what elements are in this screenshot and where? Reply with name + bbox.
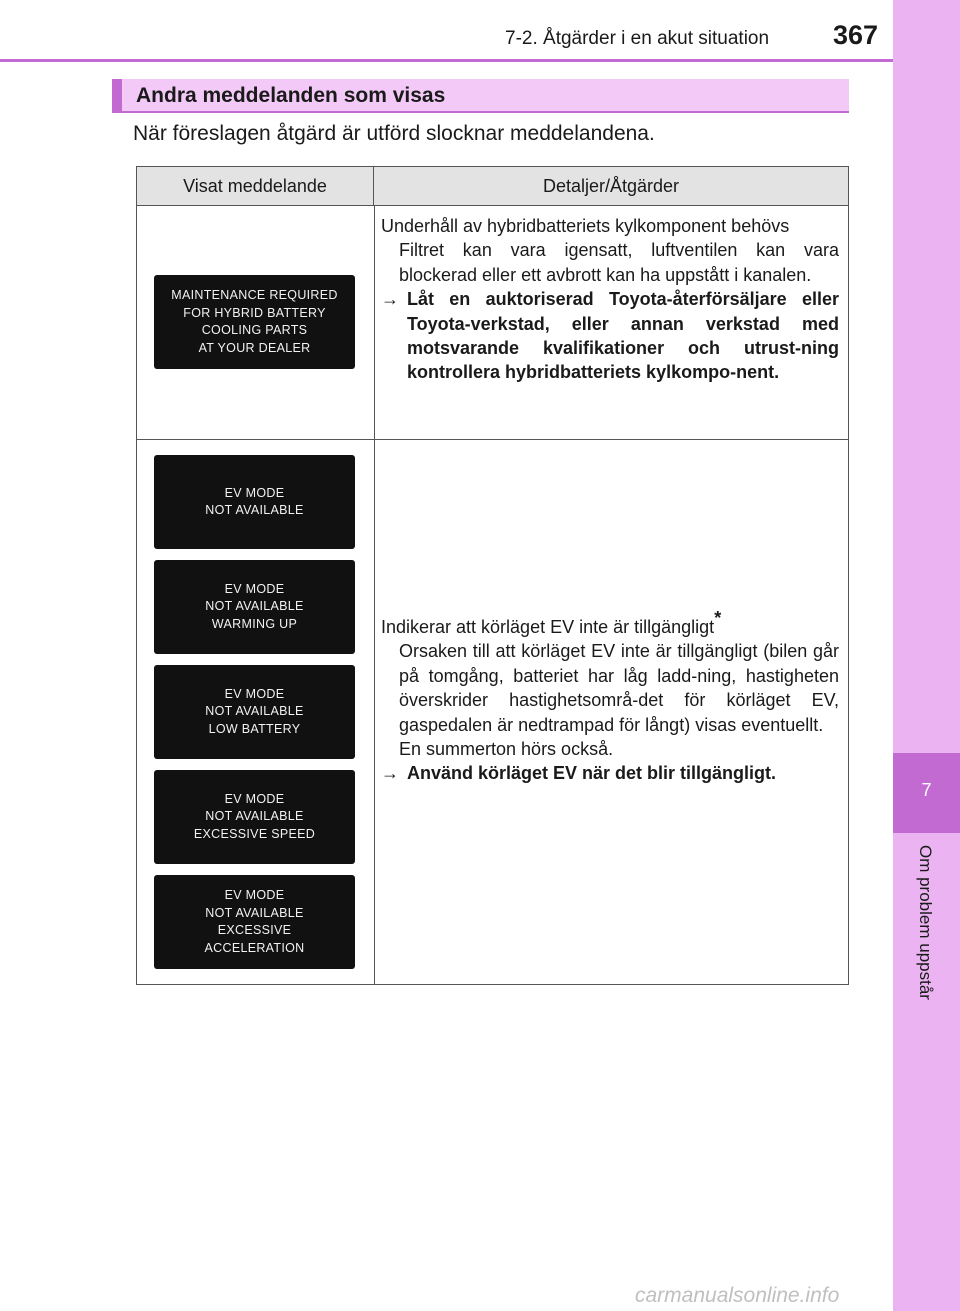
detail-text: En summerton hörs också.	[399, 739, 614, 760]
display-line: FOR HYBRID BATTERY	[183, 305, 326, 320]
display-line: EXCESSIVE SPEED	[193, 826, 316, 841]
detail-lead: Underhåll av hybridbatteriets kylkomponent behövs	[381, 216, 790, 236]
chapter-number: 7	[921, 780, 932, 800]
detail-text: Filtret kan vara igensatt, luftventilen kan vara blockerad eller ett avbrott kan ha uppstått i kanalen.	[399, 240, 839, 285]
detail-maintenance	[381, 214, 839, 385]
display-message-ev-low-battery	[154, 665, 355, 759]
detail-lead	[381, 608, 839, 639]
display-line: NOT AVAILABLE	[205, 809, 304, 824]
column-divider	[374, 206, 375, 985]
page-number: 367	[833, 20, 879, 50]
display-line: COOLING PARTS	[201, 323, 308, 337]
section-heading	[112, 79, 849, 113]
display-line: EV MODE	[224, 686, 285, 701]
column-header-details: Detaljer/Åtgärder	[374, 167, 848, 206]
column-header-message: Visat meddelande	[137, 167, 374, 206]
arrow-right-icon: →	[381, 763, 399, 784]
display-line: MAINTENANCE REQUIRED	[171, 288, 338, 302]
display-line: LOW BATTERY	[208, 721, 301, 736]
display-message-ev-excessive-acceleration	[154, 875, 355, 969]
arrow-right-icon: →	[381, 289, 399, 310]
display-line: AT YOUR DEALER	[198, 340, 311, 355]
header-rule	[0, 59, 893, 62]
detail-action-text: Använd körläget EV när det blir tillgängligt.	[407, 763, 777, 784]
display-message-maintenance	[154, 275, 355, 369]
detail-ev-mode	[381, 608, 839, 786]
detail-text: Orsaken till att körläget EV inte är tillgängligt (bilen går på tomgång, batteriet har låg ladd-ning, hastigheten överskrider hastighetsområ-det för körläget EV, gaspedalen är nedtrampad för långt) visas eventuellt.	[399, 641, 839, 735]
display-line: NOT AVAILABLE	[205, 905, 304, 920]
display-line: WARMING UP	[211, 616, 298, 631]
section-heading-text: Andra meddelanden som visas	[136, 84, 446, 107]
section-reference: 7-2. Åtgärder i en akut situation	[505, 28, 770, 49]
row-divider	[137, 439, 848, 440]
intro-text: När föreslagen åtgärd är utförd slocknar meddelandena.	[133, 122, 655, 145]
message-table	[136, 166, 849, 985]
display-line: EXCESSIVE	[217, 923, 292, 937]
detail-lead-text: Indikerar att körläget EV inte är tillgängligt	[381, 617, 715, 637]
chapter-side-tab	[893, 0, 960, 1311]
display-line: EV MODE	[224, 888, 285, 902]
display-message-ev-warming-up	[154, 560, 355, 654]
chapter-title: Om problem uppstår	[916, 845, 935, 1000]
display-line: NOT AVAILABLE	[205, 503, 304, 517]
display-message-ev-excessive-speed	[154, 770, 355, 864]
display-line: EV MODE	[224, 581, 285, 596]
display-line: EV MODE	[224, 485, 285, 500]
display-line: ACCELERATION	[204, 940, 305, 955]
display-message-ev-not-available	[154, 455, 355, 549]
footnote-mark: *	[714, 608, 722, 628]
footer-watermark: carmanualsonline.info	[635, 1284, 840, 1307]
detail-action-text: Låt en auktoriserad Toyota-återförsäljare eller Toyota-verkstad, eller annan verkstad med motsvarande kvalifikationer och utrust-ning kontrollera hybridbatteriets kylkompo-nent.	[407, 289, 839, 383]
display-line: EV MODE	[224, 791, 285, 806]
detail-action	[381, 761, 839, 785]
detail-action	[381, 287, 839, 385]
display-line: NOT AVAILABLE	[205, 599, 304, 614]
display-line: NOT AVAILABLE	[205, 704, 304, 719]
